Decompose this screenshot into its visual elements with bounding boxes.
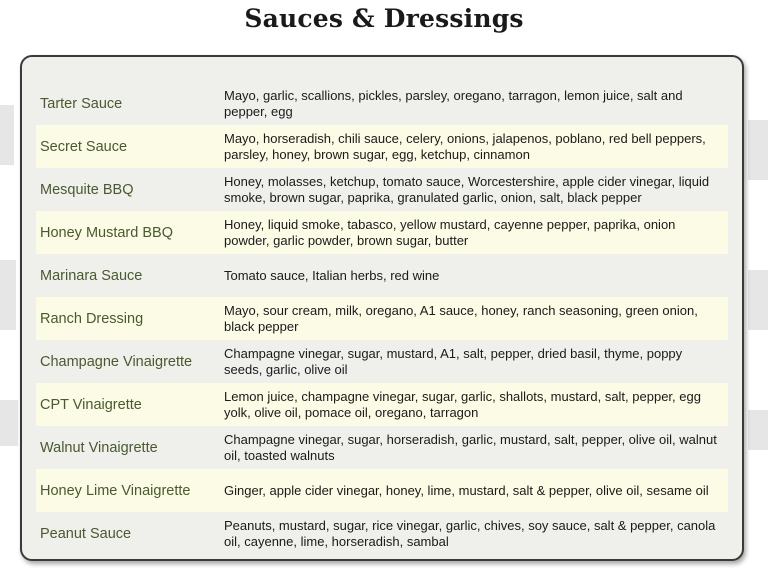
page-title: Sauces & Dressings bbox=[244, 4, 524, 33]
sauce-name: Secret Sauce bbox=[40, 138, 128, 155]
table-row bbox=[36, 297, 728, 340]
sauce-ingredients: Tomato sauce, Italian herbs, red wine bbox=[224, 267, 440, 283]
sauce-ingredients: Mayo, sour cream, milk, oregano, A1 sauce, honey, ranch seasoning, green onion, black pepper bbox=[224, 302, 698, 334]
table-row bbox=[36, 469, 728, 512]
sauce-name: Honey Mustard BBQ bbox=[40, 224, 173, 241]
sauce-name: Tarter Sauce bbox=[40, 95, 123, 112]
sauce-name: Champagne Vinaigrette bbox=[40, 353, 193, 370]
table-row bbox=[36, 340, 728, 383]
sauce-table bbox=[36, 82, 728, 555]
sauce-name: Honey Lime Vinaigrette bbox=[40, 482, 191, 499]
sauce-ingredients: Ginger, apple cider vinegar, honey, lime, mustard, salt & pepper, olive oil, sesame oil bbox=[224, 482, 709, 498]
sauce-name: Walnut Vinaigrette bbox=[40, 439, 158, 456]
sauce-ingredients: Champagne vinegar, sugar, mustard, A1, salt, pepper, dried basil, thyme, poppy seeds, garlic, olive oil bbox=[224, 345, 683, 377]
table-row bbox=[36, 426, 728, 469]
sauce-name: Peanut Sauce bbox=[40, 525, 132, 542]
sauce-name: Marinara Sauce bbox=[40, 267, 143, 284]
sauce-ingredients: Mayo, horseradish, chili sauce, celery, onions, jalapenos, poblano, red bell peppers, parsley, honey, brown sugar, egg, ketchup, cinnamon bbox=[224, 130, 706, 162]
table-row bbox=[36, 82, 728, 125]
sauce-ingredients: Honey, molasses, ketchup, tomato sauce, Worcestershire, apple cider vinegar, liquid smoke, brown sugar, paprika, granulated garlic, onion, salt, black pepper bbox=[224, 173, 710, 205]
sauce-ingredients: Lemon juice, champagne vinegar, sugar, garlic, shallots, mustard, salt, pepper, egg yolk, olive oil, pomace oil, oregano, tarragon bbox=[224, 388, 701, 420]
table-row bbox=[36, 125, 728, 168]
sauce-ingredients: Honey, liquid smoke, tabasco, yellow mustard, cayenne pepper, paprika, onion powder, garlic powder, brown sugar, butter bbox=[224, 216, 676, 248]
sauce-ingredients: Champagne vinegar, sugar, horseradish, garlic, mustard, salt, pepper, olive oil, walnut oil, toasted walnuts bbox=[224, 431, 717, 463]
sauce-name: CPT Vinaigrette bbox=[40, 396, 142, 413]
table-row bbox=[36, 168, 728, 211]
sauce-ingredients: Mayo, garlic, scallions, pickles, parsley, oregano, tarragon, lemon juice, salt and pepper, egg bbox=[224, 87, 683, 119]
table-row bbox=[36, 512, 728, 555]
sauce-name: Mesquite BBQ bbox=[40, 181, 134, 198]
table-row bbox=[36, 383, 728, 426]
sauce-ingredients: Peanuts, mustard, sugar, rice vinegar, garlic, chives, soy sauce, salt & pepper, canola oil, cayenne, lime, horseradish, sambal bbox=[224, 517, 716, 549]
sauce-name: Ranch Dressing bbox=[40, 310, 144, 327]
table-row bbox=[36, 254, 728, 297]
table-row bbox=[36, 211, 728, 254]
